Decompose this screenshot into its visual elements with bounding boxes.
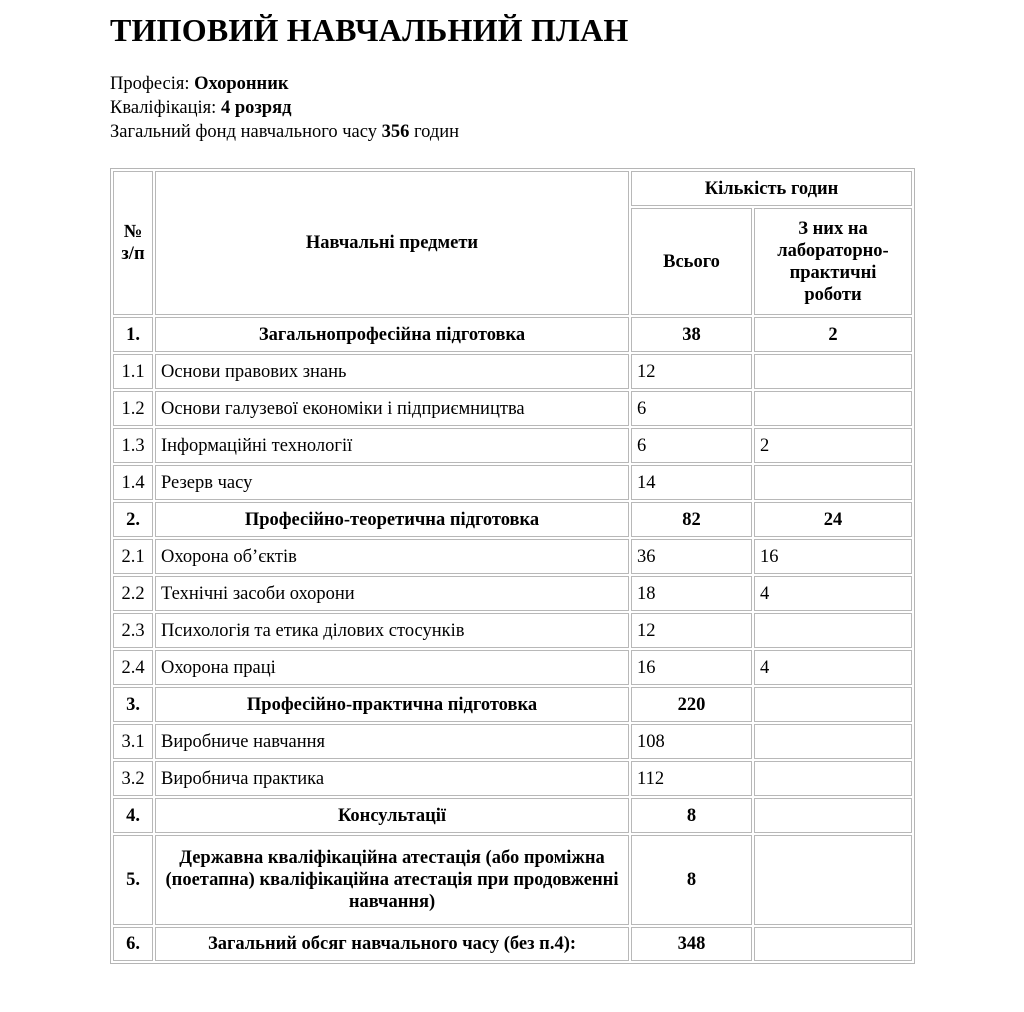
table-row <box>113 391 912 426</box>
row-number: 2. <box>113 502 153 537</box>
row-lab-hours <box>754 724 912 759</box>
table-row <box>113 428 912 463</box>
row-total-hours: 18 <box>631 576 752 611</box>
header-num: № з/п <box>113 171 153 315</box>
row-subject: Технічні засоби охорони <box>155 576 629 611</box>
row-subject: Охорона праці <box>155 650 629 685</box>
row-lab-hours <box>754 761 912 796</box>
table-row <box>113 835 912 925</box>
table-row <box>113 650 912 685</box>
row-total-hours: 14 <box>631 465 752 500</box>
row-lab-hours <box>754 465 912 500</box>
row-lab-hours <box>754 391 912 426</box>
row-lab-hours <box>754 613 912 648</box>
row-subject: Професійно-теоретична підготовка <box>155 502 629 537</box>
row-lab-hours <box>754 354 912 389</box>
header-total: Всього <box>631 208 752 315</box>
curriculum-table <box>110 168 915 964</box>
row-number: 3.1 <box>113 724 153 759</box>
row-number: 4. <box>113 798 153 833</box>
row-number: 2.1 <box>113 539 153 574</box>
fund-unit: годин <box>409 122 460 142</box>
row-lab-hours: 4 <box>754 576 912 611</box>
row-number: 6. <box>113 927 153 961</box>
row-number: 2.2 <box>113 576 153 611</box>
profession-value: Охоронник <box>194 74 289 94</box>
row-subject: Консультації <box>155 798 629 833</box>
row-total-hours: 8 <box>631 835 752 925</box>
row-number: 2.4 <box>113 650 153 685</box>
row-subject: Загальнопрофесійна підготовка <box>155 317 629 352</box>
row-subject: Охорона об’єктів <box>155 539 629 574</box>
plan-meta <box>110 72 459 144</box>
row-subject: Виробниче навчання <box>155 724 629 759</box>
row-number: 1.1 <box>113 354 153 389</box>
table-row <box>113 502 912 537</box>
row-subject: Виробнича практика <box>155 761 629 796</box>
row-total-hours: 16 <box>631 650 752 685</box>
row-number: 1. <box>113 317 153 352</box>
row-total-hours: 12 <box>631 354 752 389</box>
row-number: 3. <box>113 687 153 722</box>
row-lab-hours <box>754 798 912 833</box>
header-subjects: Навчальні предмети <box>155 171 629 315</box>
table-header-row <box>113 171 912 206</box>
row-total-hours: 6 <box>631 428 752 463</box>
row-subject: Професійно-практична підготовка <box>155 687 629 722</box>
row-lab-hours: 2 <box>754 428 912 463</box>
qualification-value: 4 розряд <box>220 98 292 118</box>
row-subject: Основи правових знань <box>155 354 629 389</box>
row-total-hours: 348 <box>631 927 752 961</box>
row-lab-hours: 16 <box>754 539 912 574</box>
row-total-hours: 108 <box>631 724 752 759</box>
row-total-hours: 82 <box>631 502 752 537</box>
row-number: 3.2 <box>113 761 153 796</box>
row-total-hours: 38 <box>631 317 752 352</box>
row-subject: Державна кваліфікаційна атестація (або проміжна (поетапна) кваліфікаційна атестація при продовженні навчання) <box>155 835 629 925</box>
header-hours: Кількість годин <box>631 171 912 206</box>
header-lab: З них на лабораторно-практичні роботи <box>754 208 912 315</box>
table-row <box>113 798 912 833</box>
fund-line <box>110 120 459 144</box>
table-row <box>113 687 912 722</box>
row-number: 5. <box>113 835 153 925</box>
row-lab-hours: 24 <box>754 502 912 537</box>
table-row <box>113 761 912 796</box>
row-lab-hours: 2 <box>754 317 912 352</box>
row-subject: Основи галузевої економіки і підприємництва <box>155 391 629 426</box>
row-total-hours: 36 <box>631 539 752 574</box>
fund-value: 356 <box>381 122 410 142</box>
table-row <box>113 927 912 961</box>
qualification-line <box>110 96 459 120</box>
table-body <box>113 317 912 961</box>
row-subject: Загальний обсяг навчального часу (без п.4): <box>155 927 629 961</box>
row-number: 2.3 <box>113 613 153 648</box>
row-total-hours: 8 <box>631 798 752 833</box>
table-row <box>113 576 912 611</box>
row-total-hours: 220 <box>631 687 752 722</box>
row-subject: Інформаційні технології <box>155 428 629 463</box>
qualification-label: Кваліфікація: <box>110 98 221 118</box>
table-row <box>113 465 912 500</box>
table-row <box>113 613 912 648</box>
row-subject: Резерв часу <box>155 465 629 500</box>
table-row <box>113 317 912 352</box>
table-row <box>113 354 912 389</box>
row-number: 1.2 <box>113 391 153 426</box>
row-total-hours: 12 <box>631 613 752 648</box>
fund-label: Загальний фонд навчального часу <box>110 122 382 142</box>
row-lab-hours: 4 <box>754 650 912 685</box>
table-row <box>113 539 912 574</box>
row-total-hours: 112 <box>631 761 752 796</box>
profession-line <box>110 72 459 96</box>
row-subject: Психологія та етика ділових стосунків <box>155 613 629 648</box>
row-number: 1.3 <box>113 428 153 463</box>
row-total-hours: 6 <box>631 391 752 426</box>
row-number: 1.4 <box>113 465 153 500</box>
table-row <box>113 724 912 759</box>
page-title: ТИПОВИЙ НАВЧАЛЬНИЙ ПЛАН <box>110 12 629 48</box>
profession-label: Професія: <box>110 74 195 94</box>
row-lab-hours <box>754 835 912 925</box>
row-lab-hours <box>754 927 912 961</box>
row-lab-hours <box>754 687 912 722</box>
